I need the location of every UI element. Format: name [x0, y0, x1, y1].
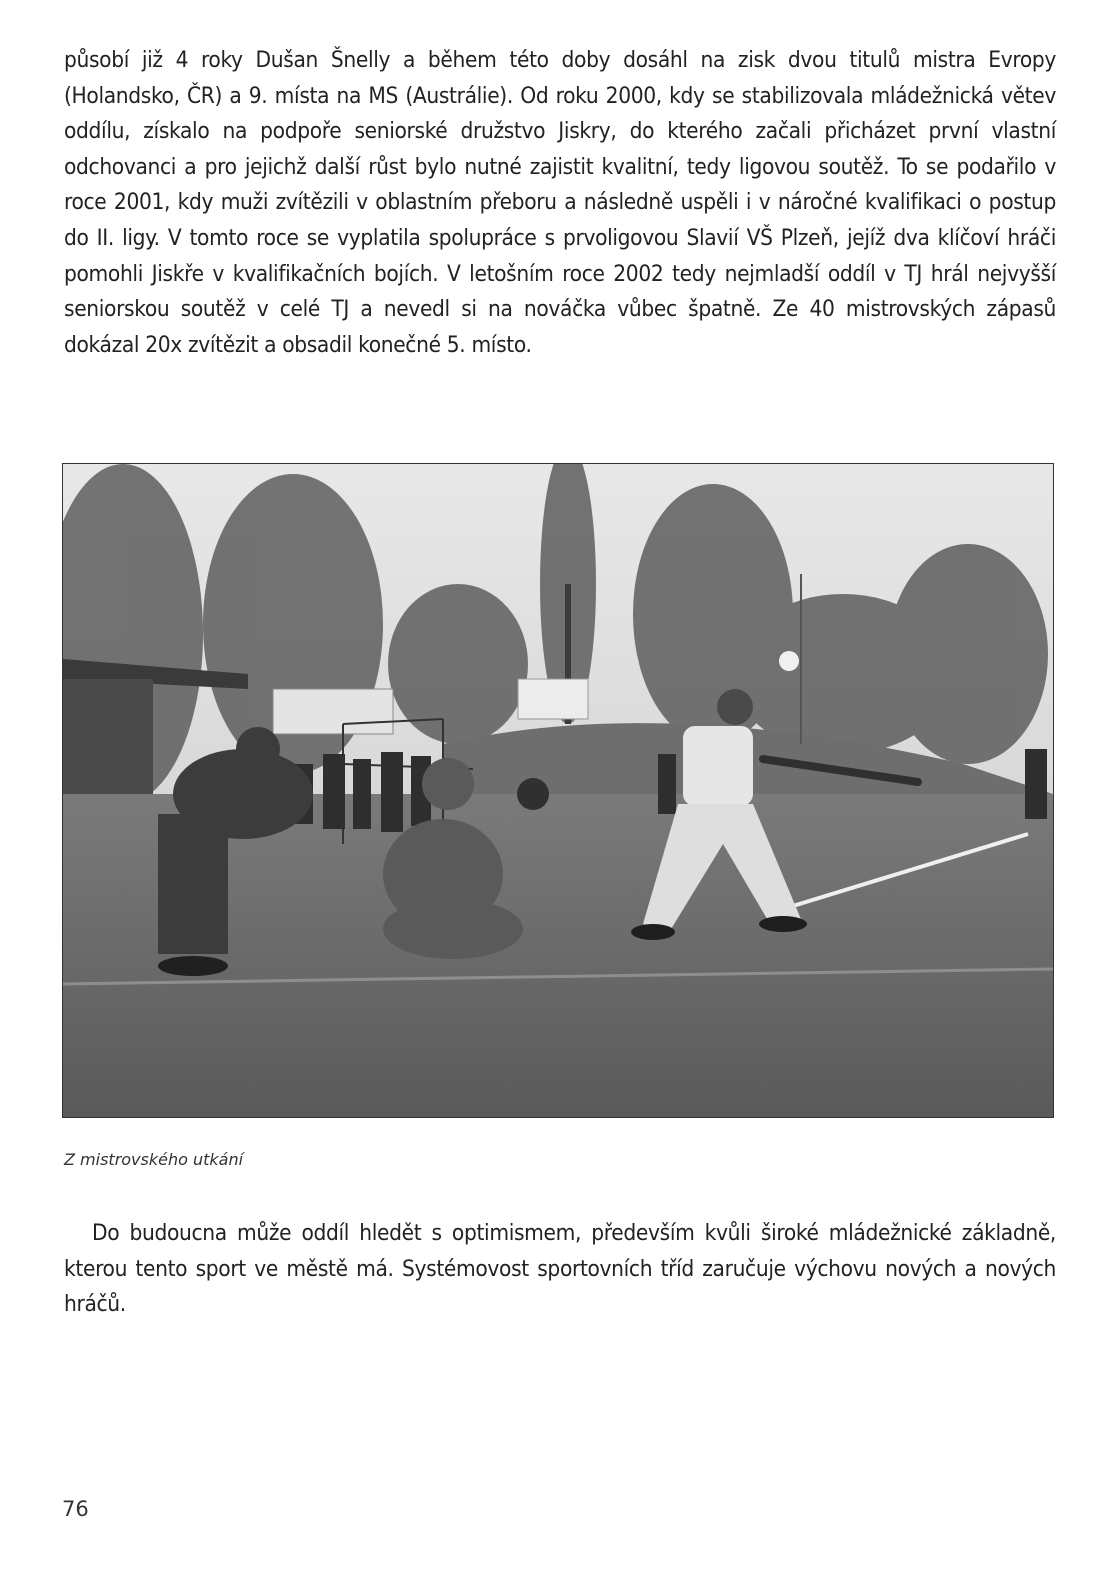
page-number: 76	[62, 1497, 89, 1521]
baseball-photo	[62, 463, 1054, 1118]
paragraph-outlook: Do budoucna může oddíl hledět s optimismem, především kvůli široké mládežnické základně, kterou tento sport ve městě má. Systémovost sportovních tříd zaručuje výchovu nových a nových hráčů.	[64, 1220, 1056, 1318]
photo-caption: Z mistrovského utkání	[64, 1150, 244, 1169]
paragraph-intro: působí již 4 roky Dušan Šnelly a během této doby dosáhl na zisk dvou titulů mistra Evropy (Holandsko, ČR) a 9. místa na MS (Austrálie). Od roku 2000, kdy se stabilizovala mládežnická větev oddílu, získalo na podpoře seniorské družstvo Jiskry, do kterého začali přicházet první vlastní odchovanci a pro jejichž další růst bylo nutné zajistit kvalitní, tedy ligovou soutěž. To se podařilo v roce 2001, kdy muži zvítězili v oblastním přeboru a následně uspěli i v náročné kvalifikaci o postup do II. ligy. V tomto roce se vyplatila spolupráce s prvoligovou Slavií VŠ Plzeň, jejíž dva klíčoví hráči pomohli Jiskře v kvalifikačních bojích. V letošním roce 2002 tedy nejmladší oddíl v TJ hrál nejvyšší seniorskou soutěž v celé TJ a nevedl si na nováčka vůbec špatně. Ze 40 mistrovských zápasů dokázal 20x zvítězit a obsadil konečné 5. místo.	[64, 47, 1056, 358]
